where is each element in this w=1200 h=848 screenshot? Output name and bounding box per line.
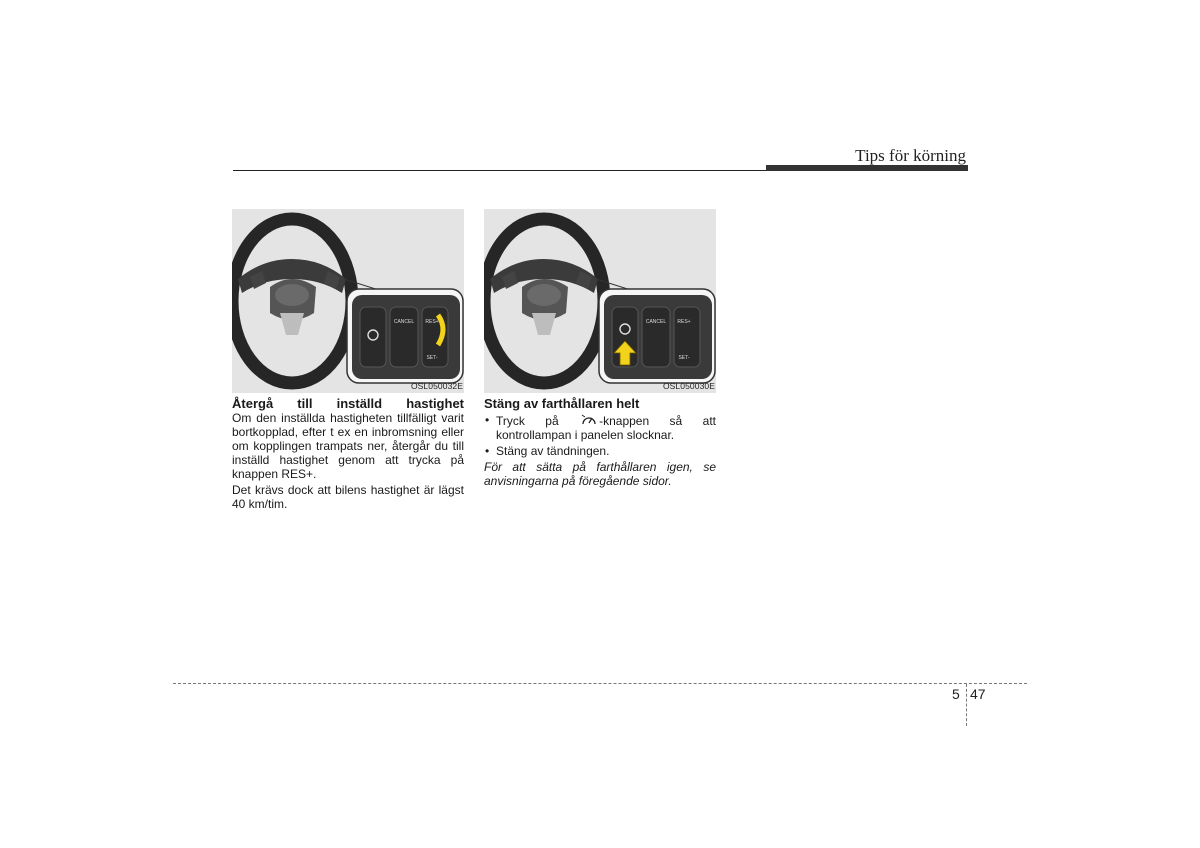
- resume-speed-section: [232, 396, 464, 513]
- steering-wheel-figure-cruise: [484, 209, 716, 393]
- steering-wheel-illustration: [484, 209, 716, 393]
- panel-set-label: SET-: [678, 355, 690, 361]
- section-heading: Återgå till inställd hastighet: [232, 396, 464, 411]
- note-text: För att sätta på farthållaren igen, se anvisningarna på föregående sidor.: [484, 460, 716, 488]
- header-rule: [233, 170, 767, 171]
- cruise-control-icon: [580, 413, 598, 427]
- chapter-number: 5: [952, 686, 960, 702]
- panel-set-label: SET-: [426, 355, 438, 361]
- panel-res-label: RES+: [677, 319, 691, 325]
- list-item: • Tryck på -knappen så att kontrollampan i panelen slocknar.: [485, 413, 716, 442]
- figure-code: OSL050032E: [410, 381, 463, 391]
- paragraph: Om den inställda hastigheten tillfälligt varit bortkopplad, efter t ex en inbromsning eller om kopplingen trampats ner, återgår du till inställd hastighet genom att trycka på knappen RES+.: [232, 411, 464, 481]
- steering-wheel-illustration: [232, 209, 464, 393]
- footer-rule: [173, 683, 1027, 684]
- section-title: Tips för körning: [855, 146, 966, 165]
- bullet-marker: •: [485, 413, 490, 427]
- page-number: 47: [970, 686, 986, 702]
- list-item: • Stäng av tändningen.: [485, 444, 610, 458]
- bullet-marker: •: [485, 444, 490, 458]
- footer-divider: [966, 684, 967, 726]
- panel-cancel-label: CANCEL: [393, 319, 415, 325]
- panel-res-label: RES+: [425, 319, 439, 325]
- header-bar: [766, 165, 968, 171]
- section-heading: Stäng av farthållaren helt: [484, 396, 640, 411]
- turn-off-cruise-section: [484, 396, 716, 488]
- panel-cancel-label: CANCEL: [645, 319, 667, 325]
- steering-wheel-figure-res: [232, 209, 464, 393]
- figure-code: OSL050030E: [662, 381, 715, 391]
- bullet-list: [484, 413, 716, 458]
- paragraph: Det krävs dock att bilens hastighet är lägst 40 km/tim.: [232, 483, 464, 511]
